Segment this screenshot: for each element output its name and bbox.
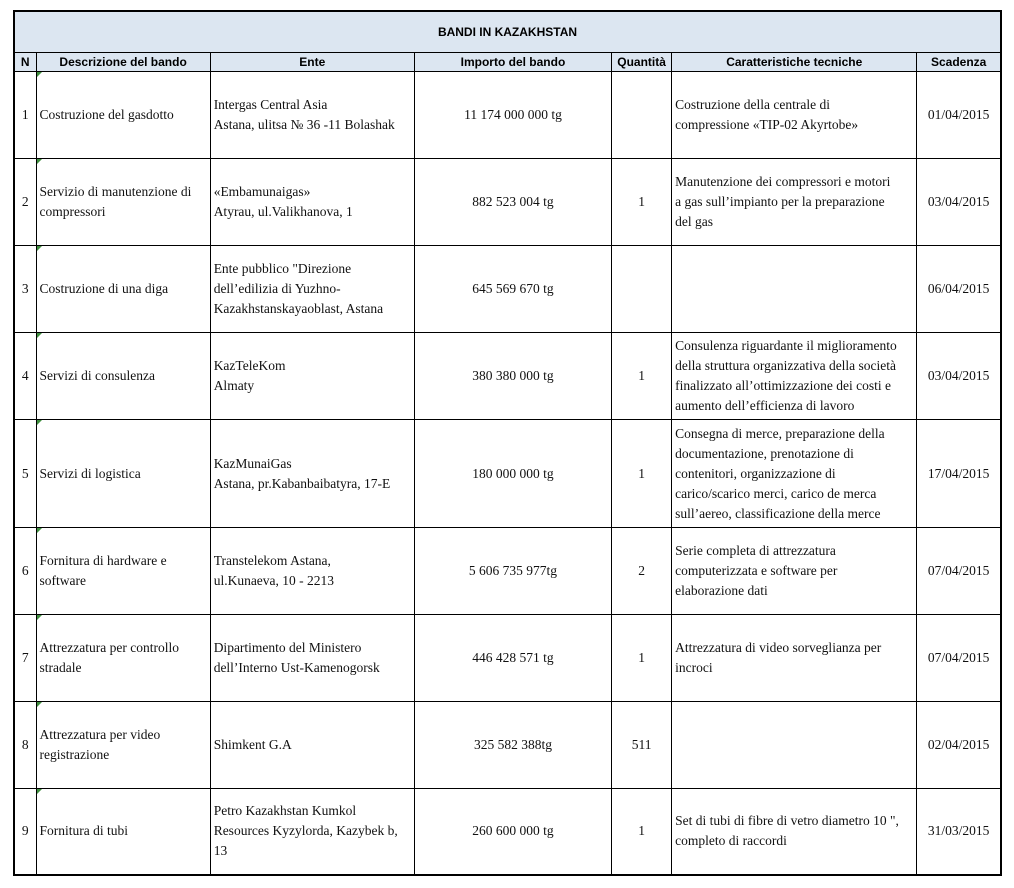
cell-line: Astana, pr.Kabanbaibatyra, 17-E bbox=[213, 475, 391, 491]
cell-line: finalizzato all’ottimizzazione dei costi e bbox=[675, 378, 892, 393]
cell-caratteristiche bbox=[672, 615, 917, 702]
cell-line: Atyrau, ul.Valikhanova, 1 bbox=[213, 204, 353, 219]
cell-ente bbox=[210, 528, 414, 615]
table-title: BANDI IN KAZAKHSTAN bbox=[14, 11, 1001, 53]
cell-ente bbox=[210, 159, 414, 246]
cell-line: Almaty bbox=[213, 378, 255, 393]
cell-scadenza: 06/04/2015 bbox=[917, 246, 1001, 333]
cell-quantita bbox=[612, 246, 672, 333]
cell-importo: 5 606 735 977tg bbox=[414, 528, 611, 615]
cell-caratteristiche bbox=[672, 72, 917, 159]
cell-line: contenitori, organizzazione di bbox=[675, 465, 836, 481]
table-body bbox=[14, 72, 1001, 875]
cell-scadenza: 07/04/2015 bbox=[917, 615, 1001, 702]
table-row bbox=[14, 420, 1001, 528]
cell-caratteristiche bbox=[672, 246, 917, 333]
cell-descrizione bbox=[36, 72, 210, 159]
cell-ente bbox=[210, 72, 414, 159]
cell-line: completo di raccordi bbox=[675, 833, 787, 849]
cell-line: del gas bbox=[675, 214, 713, 229]
header-n: N bbox=[14, 53, 36, 72]
cell-importo: 645 569 670 tg bbox=[414, 246, 611, 333]
cell-line: Costruzione del gasdotto bbox=[39, 107, 174, 122]
header-caratteristiche: Caratteristiche tecniche bbox=[672, 53, 917, 72]
cell-line: Costruzione della centrale di bbox=[675, 97, 830, 112]
cell-line: Attrezzatura per video bbox=[39, 727, 161, 742]
cell-line: Fornitura di hardware e bbox=[39, 553, 167, 568]
cell-line: Shimkent G.A bbox=[213, 737, 292, 752]
cell-line: Servizi di logistica bbox=[39, 465, 141, 481]
cell-line: Ente pubblico "Direzione bbox=[213, 261, 352, 276]
table-row bbox=[14, 72, 1001, 159]
cell-line: documentazione, prenotazione di bbox=[675, 445, 854, 461]
cell-scadenza: 03/04/2015 bbox=[917, 159, 1001, 246]
cell-line: elaborazione dati bbox=[675, 583, 768, 598]
cell-ente bbox=[210, 615, 414, 702]
cell-n: 3 bbox=[14, 246, 36, 333]
cell-line: Intergas Central Asia bbox=[213, 97, 328, 112]
cell-line: Kazakhstanskayaoblast, Astana bbox=[213, 301, 384, 316]
cell-ente bbox=[210, 789, 414, 875]
cell-line: Servizi di consulenza bbox=[39, 368, 155, 383]
cell-line: dell’edilizia di Yuzhno- bbox=[213, 281, 341, 296]
cell-quantita: 1 bbox=[612, 789, 672, 875]
cell-importo: 325 582 388tg bbox=[414, 702, 611, 789]
cell-caratteristiche bbox=[672, 789, 917, 875]
cell-line: a gas sull’impianto per la preparazione bbox=[675, 194, 885, 209]
cell-ente bbox=[210, 246, 414, 333]
cell-n: 8 bbox=[14, 702, 36, 789]
cell-n: 2 bbox=[14, 159, 36, 246]
cell-line: Attrezzatura per controllo bbox=[39, 640, 179, 655]
table-row bbox=[14, 528, 1001, 615]
cell-n: 1 bbox=[14, 72, 36, 159]
cell-line: Manutenzione dei compressori e motori bbox=[675, 174, 891, 189]
cell-line: registrazione bbox=[39, 747, 110, 762]
cell-importo: 446 428 571 tg bbox=[414, 615, 611, 702]
cell-scadenza: 02/04/2015 bbox=[917, 702, 1001, 789]
cell-quantita: 511 bbox=[612, 702, 672, 789]
cell-line: aumento dell’efficienza di lavoro bbox=[675, 398, 855, 413]
cell-n: 7 bbox=[14, 615, 36, 702]
cell-n: 6 bbox=[14, 528, 36, 615]
cell-line: Servizio di manutenzione di bbox=[39, 184, 192, 199]
cell-line: software bbox=[39, 573, 86, 588]
cell-line: Consulenza riguardante il miglioramento bbox=[675, 338, 897, 353]
cell-line: Resources Kyzylorda, Kazybek b, bbox=[213, 823, 398, 839]
cell-n: 9 bbox=[14, 789, 36, 875]
header-quantita: Quantità bbox=[612, 53, 672, 72]
cell-ente bbox=[210, 420, 414, 528]
cell-caratteristiche bbox=[672, 702, 917, 789]
cell-line: Costruzione di una diga bbox=[39, 281, 169, 296]
cell-line: sull’aereo, classificazione della merce bbox=[675, 505, 881, 521]
cell-line: computerizzata e software per bbox=[675, 563, 838, 578]
cell-line: Astana, ulitsa № 36 -11 Bolashak bbox=[213, 117, 395, 132]
table-row bbox=[14, 702, 1001, 789]
cell-importo: 180 000 000 tg bbox=[414, 420, 611, 528]
cell-line: ul.Kunaeva, 10 - 2213 bbox=[213, 573, 335, 588]
cell-scadenza: 03/04/2015 bbox=[917, 333, 1001, 420]
cell-descrizione bbox=[36, 246, 210, 333]
table-row bbox=[14, 615, 1001, 702]
cell-scadenza: 31/03/2015 bbox=[917, 789, 1001, 875]
header-ente: Ente bbox=[210, 53, 414, 72]
cell-importo: 380 380 000 tg bbox=[414, 333, 611, 420]
table-row bbox=[14, 159, 1001, 246]
cell-importo: 260 600 000 tg bbox=[414, 789, 611, 875]
cell-line: Set di tubi di fibre di vetro diametro 10 ", bbox=[675, 813, 899, 829]
cell-line: compressione «TIP-02 Akyrtobe» bbox=[675, 117, 859, 132]
cell-quantita: 1 bbox=[612, 159, 672, 246]
table-row bbox=[14, 246, 1001, 333]
cell-quantita: 1 bbox=[612, 333, 672, 420]
cell-line: incroci bbox=[675, 660, 713, 675]
cell-line: «Embamunaigas» bbox=[213, 184, 311, 199]
cell-line: Dipartimento del Ministero bbox=[213, 640, 362, 655]
cell-caratteristiche bbox=[672, 333, 917, 420]
cell-n: 5 bbox=[14, 420, 36, 528]
cell-quantita: 2 bbox=[612, 528, 672, 615]
tenders-table bbox=[13, 10, 1002, 876]
cell-descrizione bbox=[36, 528, 210, 615]
cell-quantita: 1 bbox=[612, 615, 672, 702]
cell-caratteristiche bbox=[672, 159, 917, 246]
header-importo: Importo del bando bbox=[414, 53, 611, 72]
cell-descrizione bbox=[36, 789, 210, 875]
cell-line: Consegna di merce, preparazione della bbox=[675, 425, 885, 441]
cell-line: compressori bbox=[39, 204, 106, 219]
cell-quantita bbox=[612, 72, 672, 159]
cell-line: Serie completa di attrezzatura bbox=[675, 543, 836, 558]
cell-n: 4 bbox=[14, 333, 36, 420]
cell-line: Transtelekom Astana, bbox=[213, 553, 331, 568]
cell-line: stradale bbox=[39, 660, 82, 675]
cell-line: dell’Interno Ust-Kamenogorsk bbox=[213, 660, 380, 675]
table-row bbox=[14, 789, 1001, 875]
cell-importo: 11 174 000 000 tg bbox=[414, 72, 611, 159]
cell-scadenza: 17/04/2015 bbox=[917, 420, 1001, 528]
cell-line: Fornitura di tubi bbox=[39, 823, 129, 839]
cell-descrizione bbox=[36, 333, 210, 420]
cell-descrizione bbox=[36, 420, 210, 528]
cell-caratteristiche bbox=[672, 528, 917, 615]
cell-line: KazMunaiGas bbox=[213, 455, 292, 471]
cell-line: Attrezzatura di video sorveglianza per bbox=[675, 640, 882, 655]
cell-line: Petro Kazakhstan Kumkol bbox=[213, 803, 357, 819]
cell-quantita: 1 bbox=[612, 420, 672, 528]
cell-line: 13 bbox=[213, 843, 228, 859]
header-scadenza: Scadenza bbox=[917, 53, 1001, 72]
cell-descrizione bbox=[36, 615, 210, 702]
cell-ente bbox=[210, 333, 414, 420]
cell-scadenza: 07/04/2015 bbox=[917, 528, 1001, 615]
cell-caratteristiche bbox=[672, 420, 917, 528]
header-descrizione: Descrizione del bando bbox=[36, 53, 210, 72]
cell-line: carico/scarico merci, carico de merca bbox=[675, 485, 877, 501]
cell-ente bbox=[210, 702, 414, 789]
cell-line: KazTeleKom bbox=[213, 358, 286, 373]
table-row bbox=[14, 333, 1001, 420]
cell-scadenza: 01/04/2015 bbox=[917, 72, 1001, 159]
cell-descrizione bbox=[36, 702, 210, 789]
cell-importo: 882 523 004 tg bbox=[414, 159, 611, 246]
cell-descrizione bbox=[36, 159, 210, 246]
cell-line: della struttura organizzativa della società bbox=[675, 358, 897, 373]
